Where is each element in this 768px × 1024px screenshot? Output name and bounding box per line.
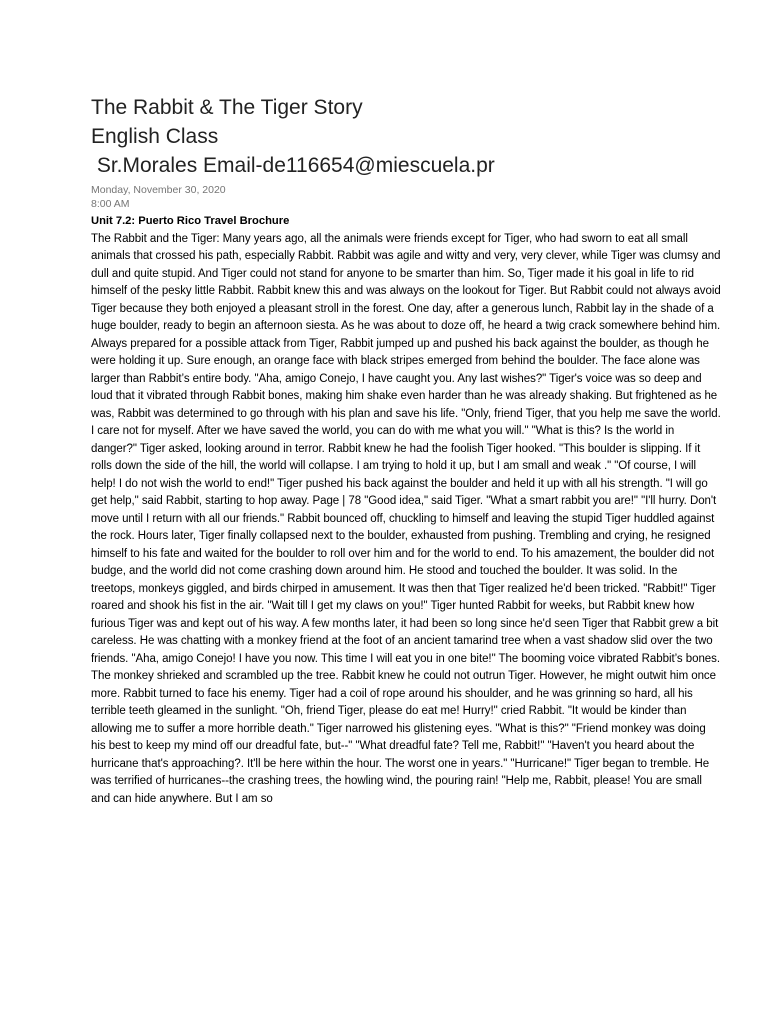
teacher-contact: Sr.Morales Email-de116654@miescuela.pr <box>91 154 495 177</box>
unit-heading: Unit 7.2: Puerto Rico Travel Brochure <box>91 215 290 227</box>
document-title: The Rabbit & The Tiger Story <box>91 96 363 119</box>
note-date: Monday, November 30, 2020 <box>91 184 226 196</box>
document-page <box>91 93 721 808</box>
story-text: The Rabbit and the Tiger: Many years ago, all the animals were friends except for Tiger, who had sworn to eat all small animals that crossed his path, especially Rabbit. Rabbit was agile and witty and very, very clever, while Tiger was clumsy and dull and quite stupid. And Tiger could not stand for anyone to be smarter than him. So, Tiger made it his goal in life to rid himself of the pesky little Rabbit. Rabbit knew this and was always on the lookout for Tiger. But Rabbit could not always avoid Tiger because they both enjoyed a pleasant stroll in the forest. One day, after a generous lunch, Rabbit lay in the shade of a huge boulder, ready to begin an afternoon siesta. As he was about to doze off, he heard a twig crack somewhere behind him. Always prepared for a possible attack from Tiger, Rabbit jumped up and pushed his back against the boulder, as though he were holding it up. Sure enough, an orange face with black stripes emerged from behind the boulder. The face alone was larger than Rabbit’s entire body. "Aha, amigo Conejo, I have caught you. Any last wishes?" Tiger's voice was so deep and loud that it vibrated through Rabbit bones, making him shake even harder than he was already shaking. But frightened as he was, Rabbit was determined to go through with his plan and save his life. "Only, friend Tiger, that you help me save the world. I care not for myself. After we have saved the world, you can do with me what you will." "What is this? Is the world in danger?" Tiger asked, looking around in terror. Rabbit knew he had the foolish Tiger hooked. "This boulder is slipping. If it rolls down the side of the hill, the world will collapse. I am trying to hold it up, but I am small and weak ." "Of course, I will help! I do not wish the world to end!" Tiger pushed his back against the boulder and held it up with all his strength. "I will go get help," said Rabbit, starting to hop away. Page | 78 "Good idea," said Tiger. "What a smart rabbit you are!" "I'll hurry. Don't move until I return with all our friends." Rabbit bounced off, chuckling to himself and leaving the stupid Tiger huddled against the rock. Hours later, Tiger finally collapsed next to the boulder, exhausted from pushing. Trembling and crying, he resigned himself to his fate and waited for the boulder to roll over him and for the world to end. To his amazement, the boulder did not budge, and the world did not come crashing down around him. He stood and touched the boulder. It was solid. In the treetops, monkeys giggled, and birds chirped in amusement. It was then that Tiger realized he'd been tricked. "Rabbit!" Tiger roared and shook his fist in the air. "Wait till I get my claws on you!" Tiger hunted Rabbit for weeks, but Rabbit knew how furious Tiger was and kept out of his way. A few months later, it had been so long since he'd seen Tiger that Rabbit grew a bit careless. He was chatting with a monkey friend at the foot of an ancient tamarind tree when a vast shadow slid over the two friends. "Aha, amigo Conejo! I have you now. This time I will eat you in one bite!" The booming voice vibrated Rabbit’s bones. The monkey shrieked and scrambled up the tree. Rabbit knew he could not outrun Tiger. However, he might outwit him once more. Rabbit turned to face his enemy. Tiger had a coil of rope around his shoulder, and he was grinning so hard, all his terrible teeth gleamed in the sunlight. "Oh, friend Tiger, please do eat me! Hurry!" cried Rabbit. "It would be kinder than allowing me to suffer a more horrible death." Tiger narrowed his glistening eyes. "What is this?" "Friend monkey was doing his best to keep my mind off our dreadful fate, but--" "What dreadful fate? Tell me, Rabbit!" "Haven't you heard about the hurricane that's approaching?. It'll be here within the hour. The worst one in years." "Hurricane!" Tiger began to tremble. He was terrified of hurricanes--the crashing trees, the howling wind, the pouring rain! "Help me, Rabbit, please! You are small and can hide anywhere. But I am so <box>91 232 721 805</box>
class-name: English Class <box>91 125 219 148</box>
note-time: 8:00 AM <box>91 198 130 210</box>
